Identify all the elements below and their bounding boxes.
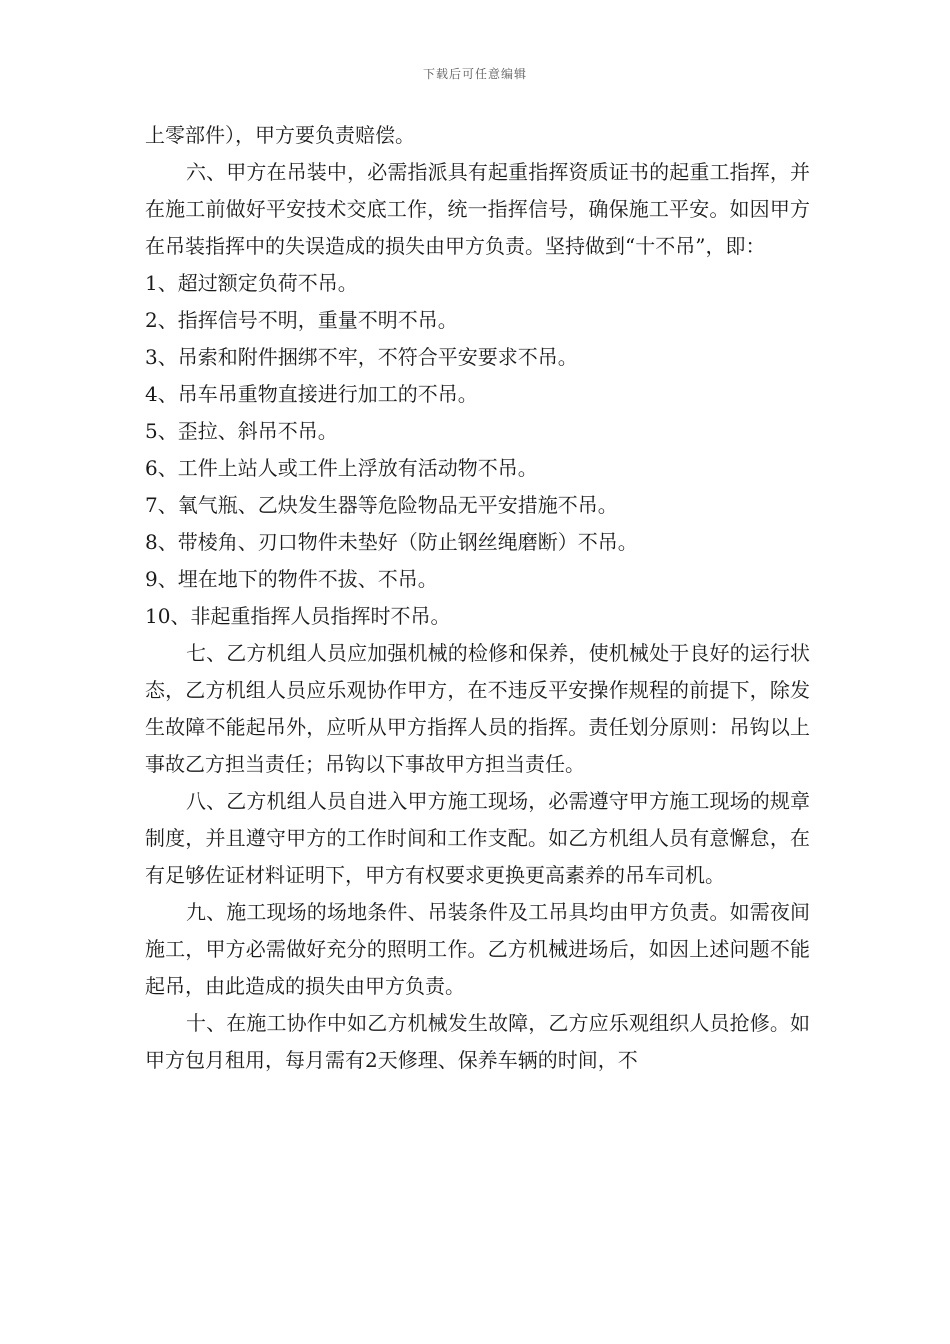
paragraph-clause-10: 十、在施工协作中如乙方机械发生故障，乙方应乐观组织人员抢修。如甲方包月租用，每月需有2天修理、保养车辆的时间，不 xyxy=(145,1011,810,1072)
paragraph-clause-6: 六、甲方在吊装中，必需指派具有起重指挥资质证书的起重工指挥，并在施工前做好平安技术交底工作，统一指挥信号，确保施工平安。如因甲方在吊装指挥中的失误造成的损失由甲方负责。坚持做到“十不吊”，即： xyxy=(145,160,810,258)
list-item: 7、氧气瓶、乙炔发生器等危险物品无平安措施不吊。 xyxy=(145,493,618,517)
paragraph-clause-9: 九、施工现场的场地条件、吊装条件及工吊具均由甲方负责。如需夜间施工，甲方必需做好充分的照明工作。乙方机械进场后，如因上述问题不能起吊，由此造成的损失由甲方负责。 xyxy=(145,900,810,998)
document-body xyxy=(145,117,810,1079)
list-item: 10、非起重指挥人员指挥时不吊。 xyxy=(145,604,451,628)
paragraph-clause-7: 七、乙方机组人员应加强机械的检修和保养，使机械处于良好的运行状态，乙方机组人员应乐观协作甲方，在不违反平安操作规程的前提下，除发生故障不能起吊外，应听从甲方指挥人员的指挥。责任划分原则：吊钩以上事故乙方担当责任；吊钩以下事故甲方担当责任。 xyxy=(145,641,810,776)
list-item: 5、歪拉、斜吊不吊。 xyxy=(145,419,338,443)
list-item: 2、指挥信号不明，重量不明不吊。 xyxy=(145,308,458,332)
paragraph-clause-8: 八、乙方机组人员自进入甲方施工现场，必需遵守甲方施工现场的规章制度，并且遵守甲方的工作时间和工作支配。如乙方机组人员有意懈怠，在有足够佐证材料证明下，甲方有权要求更换更高素养的吊车司机。 xyxy=(145,789,810,887)
list-item: 8、带棱角、刃口物件未垫好（防止钢丝绳磨断）不吊。 xyxy=(145,530,638,554)
list-item: 9、埋在地下的物件不拔、不吊。 xyxy=(145,567,438,591)
list-item: 6、工件上站人或工件上浮放有活动物不吊。 xyxy=(145,456,538,480)
paragraph-continuation: 上零部件），甲方要负责赔偿。 xyxy=(145,123,415,147)
list-item: 3、吊索和附件捆绑不牢，不符合平安要求不吊。 xyxy=(145,345,578,369)
list-item: 1、超过额定负荷不吊。 xyxy=(145,271,358,295)
page-header: 下载后可任意编辑 xyxy=(422,67,527,81)
list-item: 4、吊车吊重物直接进行加工的不吊。 xyxy=(145,382,478,406)
